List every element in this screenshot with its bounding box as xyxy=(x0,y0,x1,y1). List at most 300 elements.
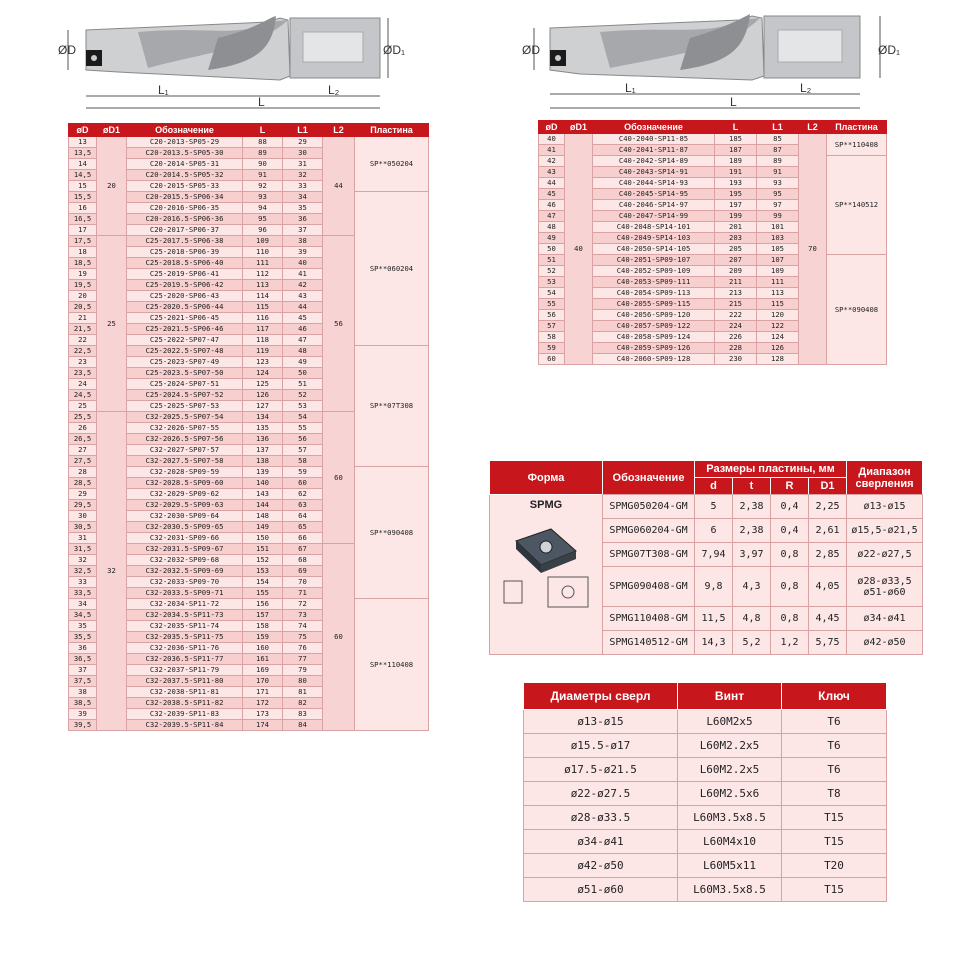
cell-code: C40-2053-SP09-111 xyxy=(593,277,715,288)
cell-code: C25-2023.5-SP07-50 xyxy=(127,368,243,379)
cell-l: 149 xyxy=(243,522,283,533)
column-header: Обозначение xyxy=(127,124,243,137)
cell-code: C25-2019-SP06-41 xyxy=(127,269,243,280)
cell-l1: 50 xyxy=(283,368,323,379)
cell-l: 143 xyxy=(243,489,283,500)
cell-code: C40-2055-SP09-115 xyxy=(593,299,715,310)
cell-d: 17 xyxy=(69,225,97,236)
cell-d: 18 xyxy=(69,247,97,258)
cell-l: 215 xyxy=(715,299,757,310)
cell-l: 159 xyxy=(243,632,283,643)
cell-code: C40-2054-SP09-113 xyxy=(593,288,715,299)
cell-l: 150 xyxy=(243,533,283,544)
cell-d: 36,5 xyxy=(69,654,97,665)
cell-l1: 56 xyxy=(283,434,323,445)
cell-key: T15 xyxy=(782,878,887,902)
cell-code: C25-2022-SP07-47 xyxy=(127,335,243,346)
cell-d: 24,5 xyxy=(69,390,97,401)
cell-diameter: ø51-ø60 xyxy=(524,878,678,902)
cell-l1: 115 xyxy=(757,299,799,310)
cell-l: 172 xyxy=(243,698,283,709)
cell-l: 135 xyxy=(243,423,283,434)
cell-l: 88 xyxy=(243,137,283,148)
cell-l1: 71 xyxy=(283,588,323,599)
cell-code: C40-2045-SP14-95 xyxy=(593,189,715,200)
cell-d: 47 xyxy=(539,211,565,222)
cell-d: 33,5 xyxy=(69,588,97,599)
cell-key: T6 xyxy=(782,758,887,782)
cell-plate: SP**090408 xyxy=(827,255,887,365)
cell-diameter: ø34-ø41 xyxy=(524,830,678,854)
cell-d: 38 xyxy=(69,687,97,698)
cell-code: C25-2018-SP06-39 xyxy=(127,247,243,258)
cell-l1: 124 xyxy=(757,332,799,343)
cell-diameter: ø42-ø50 xyxy=(524,854,678,878)
cell-d: 16 xyxy=(69,203,97,214)
cell-diameter: ø15.5-ø17 xyxy=(524,734,678,758)
cell-l: 113 xyxy=(243,280,283,291)
cell-l: 157 xyxy=(243,610,283,621)
cell-l1: 45 xyxy=(283,313,323,324)
cell-code: C20-2016-SP06-35 xyxy=(127,203,243,214)
cell-l: 119 xyxy=(243,346,283,357)
cell-l: 154 xyxy=(243,577,283,588)
cell-code: C25-2021.5-SP06-46 xyxy=(127,324,243,335)
cell-l1: 120 xyxy=(757,310,799,321)
cell-l1: 101 xyxy=(757,222,799,233)
cell-code: C32-2033-SP09-70 xyxy=(127,577,243,588)
cell-l: 94 xyxy=(243,203,283,214)
cell-d: 23 xyxy=(69,357,97,368)
cell-l1: 69 xyxy=(283,566,323,577)
cell-l1: 29 xyxy=(283,137,323,148)
cell-d: 37 xyxy=(69,665,97,676)
cell-d: 25 xyxy=(69,401,97,412)
cell-code: C25-2022.5-SP07-48 xyxy=(127,346,243,357)
cell-l: 127 xyxy=(243,401,283,412)
cell-l: 125 xyxy=(243,379,283,390)
header-diameters: Диаметры сверл xyxy=(524,683,678,710)
cell-d: 31,5 xyxy=(69,544,97,555)
cell-d1: 32 xyxy=(97,412,127,731)
cell-l1: 68 xyxy=(283,555,323,566)
cell-d: 39,5 xyxy=(69,720,97,731)
cell-l1: 57 xyxy=(283,445,323,456)
cell-l1: 65 xyxy=(283,522,323,533)
cell-d: 20,5 xyxy=(69,302,97,313)
cell-l: 123 xyxy=(243,357,283,368)
cell-d: 22 xyxy=(69,335,97,346)
cell-code: C20-2013-SP05-29 xyxy=(127,137,243,148)
cell-code: C40-2058-SP09-124 xyxy=(593,332,715,343)
cell-d: 39 xyxy=(69,709,97,720)
cell-screw: L60M2x5 xyxy=(678,710,782,734)
column-header: L1 xyxy=(283,124,323,137)
insert-image xyxy=(496,511,596,611)
cell-d: 56 xyxy=(539,310,565,321)
cell-l: 116 xyxy=(243,313,283,324)
cell-code: C32-2031-SP09-66 xyxy=(127,533,243,544)
cell-l: 211 xyxy=(715,277,757,288)
cell-d: 52 xyxy=(539,266,565,277)
cell-l: 173 xyxy=(243,709,283,720)
cell-d: 15 xyxy=(69,181,97,192)
cell-l1: 105 xyxy=(757,244,799,255)
dim-d1: ØD₁ xyxy=(878,43,901,57)
cell-l: 152 xyxy=(243,555,283,566)
drill-drawing-right xyxy=(520,8,910,118)
cell-code: C25-2021-SP06-45 xyxy=(127,313,243,324)
cell-code: C32-2026.5-SP07-56 xyxy=(127,434,243,445)
dim-l: L xyxy=(258,95,265,109)
cell-code: C20-2017-SP06-37 xyxy=(127,225,243,236)
header-form: Форма xyxy=(490,461,603,495)
cell-d: 54 xyxy=(539,288,565,299)
drill-drawing-left xyxy=(58,8,406,118)
cell-l1: 63 xyxy=(283,500,323,511)
cell-d: 45 xyxy=(539,189,565,200)
table-row: SPMG090408-GM 9,8 4,3 0,8 4,05 ø28-ø33,5 ø51-ø60 xyxy=(490,567,923,607)
cell-l: 136 xyxy=(243,434,283,445)
cell-l: 155 xyxy=(243,588,283,599)
cell-l: 112 xyxy=(243,269,283,280)
cell-d1: 20 xyxy=(97,137,127,236)
cell-d: 18,5 xyxy=(69,258,97,269)
cell-code: C40-2056-SP09-120 xyxy=(593,310,715,321)
dim-l: L xyxy=(730,95,737,109)
cell-d: 44 xyxy=(539,178,565,189)
table-row: SPMG140512-GM 14,3 5,2 1,2 5,75 ø42-ø50 xyxy=(490,631,923,655)
cell-d: 28 xyxy=(69,467,97,478)
table-row xyxy=(524,830,887,854)
cell-l1: 40 xyxy=(283,258,323,269)
cell-code: C20-2014.5-SP05-32 xyxy=(127,170,243,181)
cell-d: 37,5 xyxy=(69,676,97,687)
cell-plate: SP**060204 xyxy=(355,192,429,346)
form-name: SPMG xyxy=(529,499,563,511)
cell-l1: 53 xyxy=(283,401,323,412)
header-screw: Винт xyxy=(678,683,782,710)
dim-d1: ØD₁ xyxy=(383,43,406,57)
cell-screw: L60M3.5x8.5 xyxy=(678,806,782,830)
cell-l: 213 xyxy=(715,288,757,299)
sub-d: d xyxy=(695,478,733,495)
cell-key: T15 xyxy=(782,830,887,854)
cell-code: C32-2036.5-SP11-77 xyxy=(127,654,243,665)
cell-l1: 36 xyxy=(283,214,323,225)
cell-diameter: ø13-ø15 xyxy=(524,710,678,734)
cell-code: C32-2032.5-SP09-69 xyxy=(127,566,243,577)
cell-d: 60 xyxy=(539,354,565,365)
cell-screw: L60M2.2x5 xyxy=(678,758,782,782)
cell-l: 158 xyxy=(243,621,283,632)
cell-d: 30,5 xyxy=(69,522,97,533)
cell-l: 199 xyxy=(715,211,757,222)
cell-l1: 91 xyxy=(757,167,799,178)
cell-screw: L60M2.2x5 xyxy=(678,734,782,758)
cell-d: 14 xyxy=(69,159,97,170)
cell-l1: 60 xyxy=(283,478,323,489)
cell-l: 207 xyxy=(715,255,757,266)
cell-l: 169 xyxy=(243,665,283,676)
cell-screw: L60M2.5x6 xyxy=(678,782,782,806)
cell-plate: SP**110408 xyxy=(827,134,887,156)
cell-d: 30 xyxy=(69,511,97,522)
cell-d: 42 xyxy=(539,156,565,167)
drill-table-c40 xyxy=(538,120,887,365)
cell-l1: 41 xyxy=(283,269,323,280)
cell-d: 35,5 xyxy=(69,632,97,643)
cell-d: 50 xyxy=(539,244,565,255)
table-row: SPMG050204-GM 5 2,38 0,4 2,25 ø13-ø15 xyxy=(490,495,923,519)
sub-d1: D1 xyxy=(809,478,847,495)
dim-d: ØD xyxy=(58,43,76,57)
cell-d: 16,5 xyxy=(69,214,97,225)
cell-d: 21 xyxy=(69,313,97,324)
cell-l1: 126 xyxy=(757,343,799,354)
cell-l1: 97 xyxy=(757,200,799,211)
table-row: SPMG060204-GM 6 2,38 0,4 2,61 ø15,5-ø21,5 xyxy=(490,519,923,543)
cell-l1: 77 xyxy=(283,654,323,665)
cell-l: 114 xyxy=(243,291,283,302)
cell-l: 224 xyxy=(715,321,757,332)
table-row xyxy=(524,878,887,902)
cell-l1: 54 xyxy=(283,412,323,423)
cell-l: 226 xyxy=(715,332,757,343)
cell-key: T15 xyxy=(782,806,887,830)
cell-l: 117 xyxy=(243,324,283,335)
cell-code: C40-2049-SP14-103 xyxy=(593,233,715,244)
cell-l: 161 xyxy=(243,654,283,665)
cell-plate: SP**050204 xyxy=(355,137,429,192)
insert-form-cell xyxy=(490,495,603,655)
column-header: Пластина xyxy=(355,124,429,137)
cell-l: 92 xyxy=(243,181,283,192)
cell-l1: 76 xyxy=(283,643,323,654)
cell-d: 43 xyxy=(539,167,565,178)
cell-code: C32-2030-SP09-64 xyxy=(127,511,243,522)
column-header: L xyxy=(715,121,757,134)
cell-code: C25-2018.5-SP06-40 xyxy=(127,258,243,269)
cell-code: C40-2051-SP09-107 xyxy=(593,255,715,266)
cell-code: C40-2059-SP09-126 xyxy=(593,343,715,354)
cell-l: 222 xyxy=(715,310,757,321)
cell-d: 55 xyxy=(539,299,565,310)
cell-l: 151 xyxy=(243,544,283,555)
dim-d: ØD xyxy=(522,43,540,57)
cell-l: 144 xyxy=(243,500,283,511)
cell-d: 48 xyxy=(539,222,565,233)
cell-l1: 72 xyxy=(283,599,323,610)
cell-screw: L60M5x11 xyxy=(678,854,782,878)
cell-code: C25-2017.5-SP06-38 xyxy=(127,236,243,247)
cell-l: 195 xyxy=(715,189,757,200)
cell-l: 95 xyxy=(243,214,283,225)
cell-l1: 43 xyxy=(283,291,323,302)
cell-l1: 81 xyxy=(283,687,323,698)
cell-d: 29,5 xyxy=(69,500,97,511)
cell-d: 41 xyxy=(539,145,565,156)
cell-code: C20-2016.5-SP06-36 xyxy=(127,214,243,225)
cell-code: C40-2040-SP11-85 xyxy=(593,134,715,145)
cell-code: C32-2037.5-SP11-80 xyxy=(127,676,243,687)
cell-l2: 70 xyxy=(799,134,827,365)
sub-t: t xyxy=(733,478,771,495)
cell-plate: SP**140512 xyxy=(827,156,887,255)
drill-table-c20-c32 xyxy=(68,123,429,731)
cell-l1: 73 xyxy=(283,610,323,621)
cell-d: 57 xyxy=(539,321,565,332)
cell-l: 138 xyxy=(243,456,283,467)
cell-l1: 67 xyxy=(283,544,323,555)
cell-l1: 59 xyxy=(283,467,323,478)
cell-l: 228 xyxy=(715,343,757,354)
cell-l1: 39 xyxy=(283,247,323,258)
cell-code: C40-2046-SP14-97 xyxy=(593,200,715,211)
cell-l1: 103 xyxy=(757,233,799,244)
cell-code: C32-2035-SP11-74 xyxy=(127,621,243,632)
table-row xyxy=(69,137,429,148)
cell-l1: 89 xyxy=(757,156,799,167)
cell-code: C32-2027-SP07-57 xyxy=(127,445,243,456)
cell-l: 187 xyxy=(715,145,757,156)
cell-code: C20-2013.5-SP05-30 xyxy=(127,148,243,159)
cell-code: C40-2050-SP14-105 xyxy=(593,244,715,255)
cell-d: 13,5 xyxy=(69,148,97,159)
cell-d: 38,5 xyxy=(69,698,97,709)
cell-diameter: ø28-ø33.5 xyxy=(524,806,678,830)
column-header: øD xyxy=(539,121,565,134)
cell-code: C40-2057-SP09-122 xyxy=(593,321,715,332)
column-header: L1 xyxy=(757,121,799,134)
cell-l1: 55 xyxy=(283,423,323,434)
cell-d: 40 xyxy=(539,134,565,145)
cell-d: 49 xyxy=(539,233,565,244)
cell-l: 203 xyxy=(715,233,757,244)
cell-d: 33 xyxy=(69,577,97,588)
cell-l2: 44 xyxy=(323,137,355,236)
cell-l1: 70 xyxy=(283,577,323,588)
cell-l: 90 xyxy=(243,159,283,170)
cell-code: C32-2031.5-SP09-67 xyxy=(127,544,243,555)
cell-d1: 40 xyxy=(565,134,593,365)
cell-d: 34,5 xyxy=(69,610,97,621)
cell-l: 170 xyxy=(243,676,283,687)
cell-d: 51 xyxy=(539,255,565,266)
cell-code: C40-2042-SP14-89 xyxy=(593,156,715,167)
cell-d1: 25 xyxy=(97,236,127,412)
column-header: Пластина xyxy=(827,121,887,134)
cell-d: 25,5 xyxy=(69,412,97,423)
cell-l1: 99 xyxy=(757,211,799,222)
cell-code: C25-2020.5-SP06-44 xyxy=(127,302,243,313)
screws-table xyxy=(523,682,887,902)
cell-code: C32-2025.5-SP07-54 xyxy=(127,412,243,423)
cell-code: C40-2043-SP14-91 xyxy=(593,167,715,178)
cell-d: 35 xyxy=(69,621,97,632)
cell-l: 124 xyxy=(243,368,283,379)
cell-code: C25-2024-SP07-51 xyxy=(127,379,243,390)
cell-l1: 74 xyxy=(283,621,323,632)
cell-l: 209 xyxy=(715,266,757,277)
cell-d: 14,5 xyxy=(69,170,97,181)
cell-l: 126 xyxy=(243,390,283,401)
cell-plate: SP**110408 xyxy=(355,599,429,731)
cell-code: C32-2028.5-SP09-60 xyxy=(127,478,243,489)
cell-code: C32-2034.5-SP11-73 xyxy=(127,610,243,621)
cell-l1: 95 xyxy=(757,189,799,200)
cell-l: 189 xyxy=(715,156,757,167)
cell-l1: 44 xyxy=(283,302,323,313)
table-row xyxy=(524,710,887,734)
cell-code: C32-2029.5-SP09-63 xyxy=(127,500,243,511)
table-row xyxy=(524,734,887,758)
cell-l1: 52 xyxy=(283,390,323,401)
column-header: L2 xyxy=(323,124,355,137)
cell-code: C32-2033.5-SP09-71 xyxy=(127,588,243,599)
cell-l: 109 xyxy=(243,236,283,247)
cell-code: C32-2032-SP09-68 xyxy=(127,555,243,566)
cell-code: C32-2035.5-SP11-75 xyxy=(127,632,243,643)
cell-screw: L60M4x10 xyxy=(678,830,782,854)
cell-code: C20-2014-SP05-31 xyxy=(127,159,243,170)
dim-l1: L₁ xyxy=(158,83,169,97)
header-key: Ключ xyxy=(782,683,887,710)
dim-l2: L₂ xyxy=(800,81,812,95)
cell-code: C20-2015-SP05-33 xyxy=(127,181,243,192)
cell-diameter: ø17.5-ø21.5 xyxy=(524,758,678,782)
cell-l: 171 xyxy=(243,687,283,698)
cell-code: C25-2020-SP06-43 xyxy=(127,291,243,302)
cell-l2: 60 xyxy=(323,412,355,544)
cell-l: 148 xyxy=(243,511,283,522)
cell-l1: 107 xyxy=(757,255,799,266)
cell-l1: 30 xyxy=(283,148,323,159)
cell-l: 140 xyxy=(243,478,283,489)
cell-l: 91 xyxy=(243,170,283,181)
cell-d: 36 xyxy=(69,643,97,654)
cell-d: 23,5 xyxy=(69,368,97,379)
cell-l: 160 xyxy=(243,643,283,654)
cell-key: T6 xyxy=(782,710,887,734)
cell-l1: 64 xyxy=(283,511,323,522)
cell-l: 156 xyxy=(243,599,283,610)
cell-l1: 37 xyxy=(283,225,323,236)
table-row xyxy=(524,854,887,878)
cell-d: 17,5 xyxy=(69,236,97,247)
table-row xyxy=(524,758,887,782)
cell-l: 96 xyxy=(243,225,283,236)
dim-l2: L₂ xyxy=(328,83,340,97)
cell-key: T6 xyxy=(782,734,887,758)
cell-l: 89 xyxy=(243,148,283,159)
cell-code: C32-2030.5-SP09-65 xyxy=(127,522,243,533)
cell-code: C20-2015.5-SP06-34 xyxy=(127,192,243,203)
cell-code: C40-2047-SP14-99 xyxy=(593,211,715,222)
cell-code: C40-2060-SP09-128 xyxy=(593,354,715,365)
cell-l: 118 xyxy=(243,335,283,346)
cell-d: 27,5 xyxy=(69,456,97,467)
header-dims: Размеры пластины, мм xyxy=(695,461,847,478)
column-header: øD1 xyxy=(565,121,593,134)
cell-l1: 82 xyxy=(283,698,323,709)
cell-d: 34 xyxy=(69,599,97,610)
cell-l1: 58 xyxy=(283,456,323,467)
cell-l1: 75 xyxy=(283,632,323,643)
cell-code: C32-2036-SP11-76 xyxy=(127,643,243,654)
cell-diameter: ø22-ø27.5 xyxy=(524,782,678,806)
cell-key: T8 xyxy=(782,782,887,806)
